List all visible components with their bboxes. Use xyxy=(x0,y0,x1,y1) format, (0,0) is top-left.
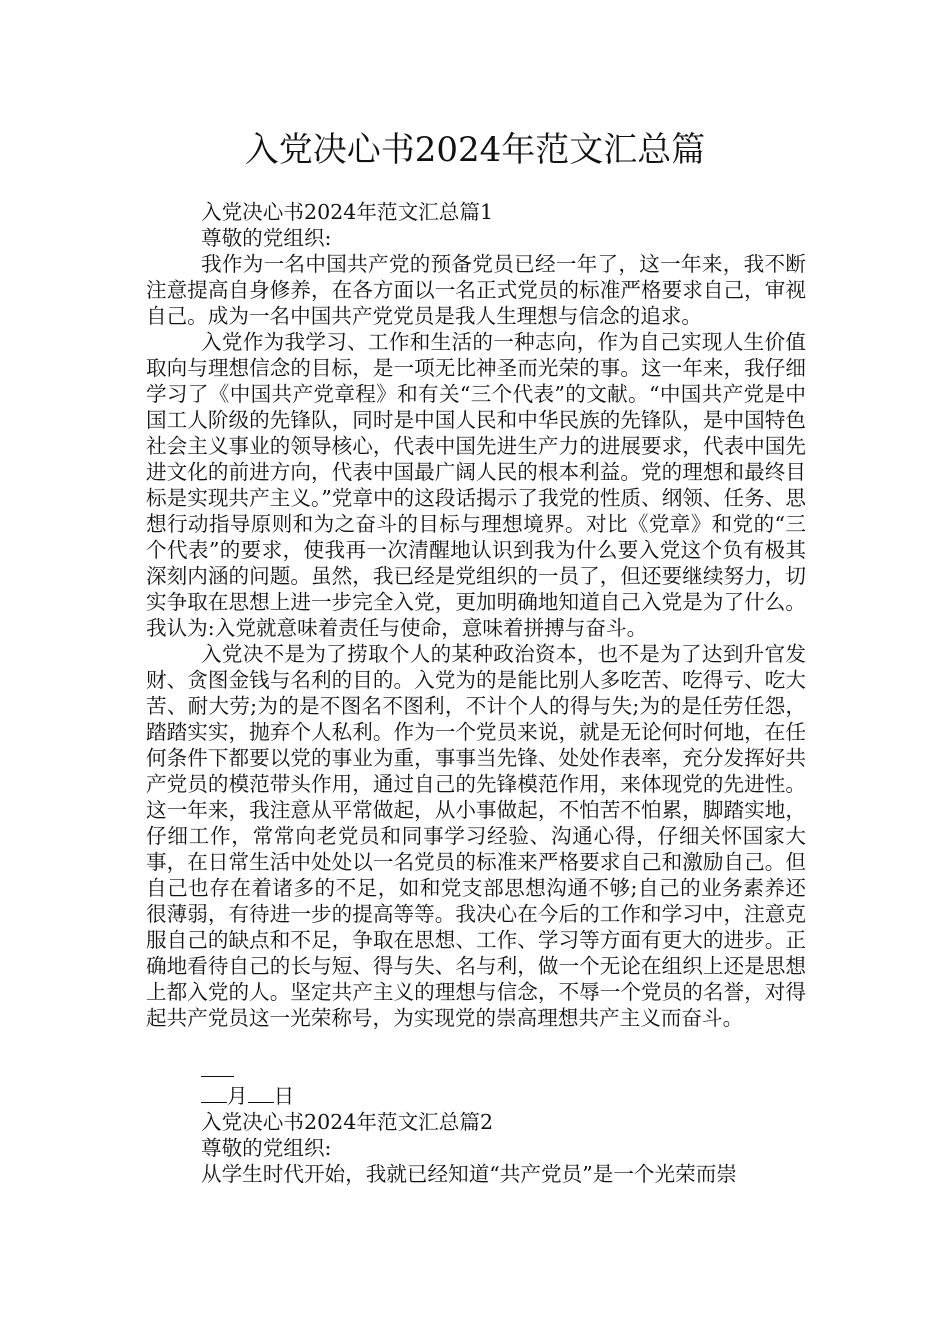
signature-underline xyxy=(201,1058,234,1077)
date-month-label: 月 xyxy=(227,1084,248,1108)
section-1-salutation: 尊敬的党组织: xyxy=(201,226,332,250)
date-day-label: 日 xyxy=(273,1084,295,1108)
spacer xyxy=(146,1031,806,1057)
day-underline xyxy=(248,1084,274,1103)
document-title: 入党决心书2024年范文汇总篇 xyxy=(244,130,706,170)
section-1-paragraph-1: 我作为一名中国共产党的预备党员已经一年了，这一年来，我不断注意提高自身修养，在各方面以一名正式党员的标准严格要求自己，审视自己。成为一名中国共产党党员是我人生理想与信念的追求。 xyxy=(146,252,806,328)
month-underline xyxy=(201,1084,227,1103)
section-2-first-line: 从学生时代开始，我就已经知道“共产党员”是一个光荣而崇 xyxy=(201,1162,737,1186)
section-1-paragraph-3: 入党决不是为了捞取个人的某种政治资本，也不是为了达到升官发财、贪图金钱与名利的目的。入党为的是能比别人多吃苦、吃得亏、吃大苦、耐大劳;为的是不图名不图利，不计个人的得与失;为的是任劳任怨，踏踏实实，抛弃个人私利。作为一个党员来说，就是无论何时何地，在任何条件下都要以党的事业为重，事事当先锋、处处作表率，充分发挥好共产党员的模范带头作用，通过自己的先锋模范作用，来体现党的先进性。这一年来，我注意从平常做起，从小事做起，不怕苦不怕累，脚踏实地，仔细工作，常常向老党员和同事学习经验、沟通心得，仔细关怀国家大事，在日常生活中处处以一名党员的标准来严格要求自己和激励自己。但自己也存在着诸多的不足，如和党支部思想沟通不够;自己的业务素养还很薄弱，有待进一步的提高等等。我决心在今后的工作和学习中，注意克服自己的缺点和不足，争取在思想、工作、学习等方面有更大的进步。正确地看待自己的长与短、得与失、名与利，做一个无论在组织上还是思想上都入党的人。坚定共产主义的理想与信念，不辱一个党员的名誉，对得起共产党员这一光荣称号，为实现党的崇高理想共产主义而奋斗。 xyxy=(146,642,806,1030)
section-2-heading: 入党决心书2024年范文汇总篇2 xyxy=(201,1110,494,1134)
section-1-heading: 入党决心书2024年范文汇总篇1 xyxy=(201,200,494,224)
document-body xyxy=(146,199,806,1187)
section-1-paragraph-2: 入党作为我学习、工作和生活的一种志向，作为自己实现人生价值取向与理想信念的目标，是一项无比神圣而光荣的事。这一年来，我仔细学习了《中国共产党章程》和有关“三个代表”的文献。“中国共产党是中国工人阶级的先锋队，同时是中国人民和中华民族的先锋队，是中国特色社会主义事业的领导核心，代表中国先进生产力的进展要求，代表中国先进文化的前进方向，代表中国最广阔人民的根本利益。党的理想和最终目标是实现共产主义。”党章中的这段话揭示了我党的性质、纲领、任务、思想行动指导原则和为之奋斗的目标与理想境界。对比《党章》和党的“三个代表”的要求，使我再一次清醒地认识到我为什么要入党这个负有极其深刻内涵的问题。虽然，我已经是党组织的一员了，但还要继续努力，切实争取在思想上进一步完全入党，更加明确地知道自己入党是为了什么。我认为:入党就意味着责任与使命，意味着拼搏与奋斗。 xyxy=(146,330,806,640)
section-2-salutation: 尊敬的党组织: xyxy=(201,1136,332,1160)
signature-blank xyxy=(146,1057,806,1083)
date-line xyxy=(146,1083,806,1109)
